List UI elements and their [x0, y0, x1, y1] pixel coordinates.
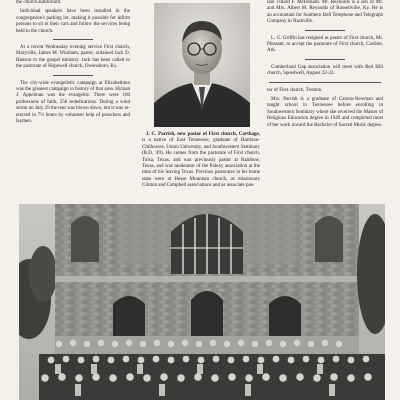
divider-rule: [53, 75, 93, 76]
divider-rule: [269, 82, 381, 83]
left-column: [16, 0, 130, 129]
right-column: [267, 0, 383, 132]
portrait-illustration: [154, 3, 250, 127]
article-reynolds: lain Tillard F. McDonald. Mr. Reynolds is a son of Mr. and Mrs. Albert M. Reynolds of Russellville, Ky. He is an accountant for Southern Bell Telephone and Telegraph Company in Nashville.: [267, 0, 383, 25]
caption-continuation: tor of First church, Trenton.: [267, 87, 323, 93]
caption-name: J. C. Parrish, new pastor of First church, Carthage,: [146, 132, 260, 137]
article-cumberland-gap: Cumberland Gap association will meet with Red Hill church, Speedwell, August 22-23.: [267, 64, 383, 77]
divider-rule: [305, 59, 345, 60]
divider-rule: [53, 39, 93, 40]
caption-text: is a native of East Tennessee, graduate of Harrison-Chilhowee, Union University, and Southwestern Seminary (B.D. '49). He comes from the pastorate of First church, Tulsa, Texas, and was previously pastor at Rainbow, Texas, and was moderator of the Paluxy association at the time of his leaving Texas. Previous pastorates in his home state were at Hesse Mountain church, as missionary Clinton and Campbell associations and as associate pas-: [142, 138, 260, 189]
article-evangelistic-campaign: The city-wide evangelistic campaign at Elizabethton was the greatest campaign in history of that area. Hyman J. Appelman was the evangelist. There were 100 professions of faith, 258 rededications. During a wind storm on July 29 the tent was blown down, but it was re-erected in 7½ hours by volunteer help of preachers and laymen.: [16, 80, 130, 125]
article-griffin: L. G. Griffin has resigned as pastor of First church, Mt. Pleasant, to accept the pastorate of First church, Carlisle, Ark.: [267, 35, 383, 54]
article-mrs-parrish: Mrs. Parrish is a graduate of Carson-Newman and taught school in Tennessee before enrolling in Southwestern Seminary where she received the Master of Religious Education degree in 1949 and completed most of her work toward the Bachelor of Sacred Music degree.: [267, 97, 383, 128]
group-photo: [19, 204, 385, 400]
divider-rule: [305, 30, 345, 31]
article-ordination: At a recent Wednesday evening service First church, Maryville, James M. Winiham, pastor, ordained Jack D. Hanson to the gospel ministry. Jack has been called to the pastorate of Hopewell church, Owensboro, Ky.: [16, 45, 130, 70]
portrait-caption: [142, 132, 260, 193]
article-fragment: the church auditorium.: [16, 0, 62, 5]
portrait-photo: [154, 3, 250, 127]
group-photo-illustration: [19, 204, 385, 400]
article-parking-speakers: Individual speakers have been installed in the congregation's parking lot, making it possible for infirm persons to sit in their cars and follow the services being held in the church.: [16, 9, 130, 34]
